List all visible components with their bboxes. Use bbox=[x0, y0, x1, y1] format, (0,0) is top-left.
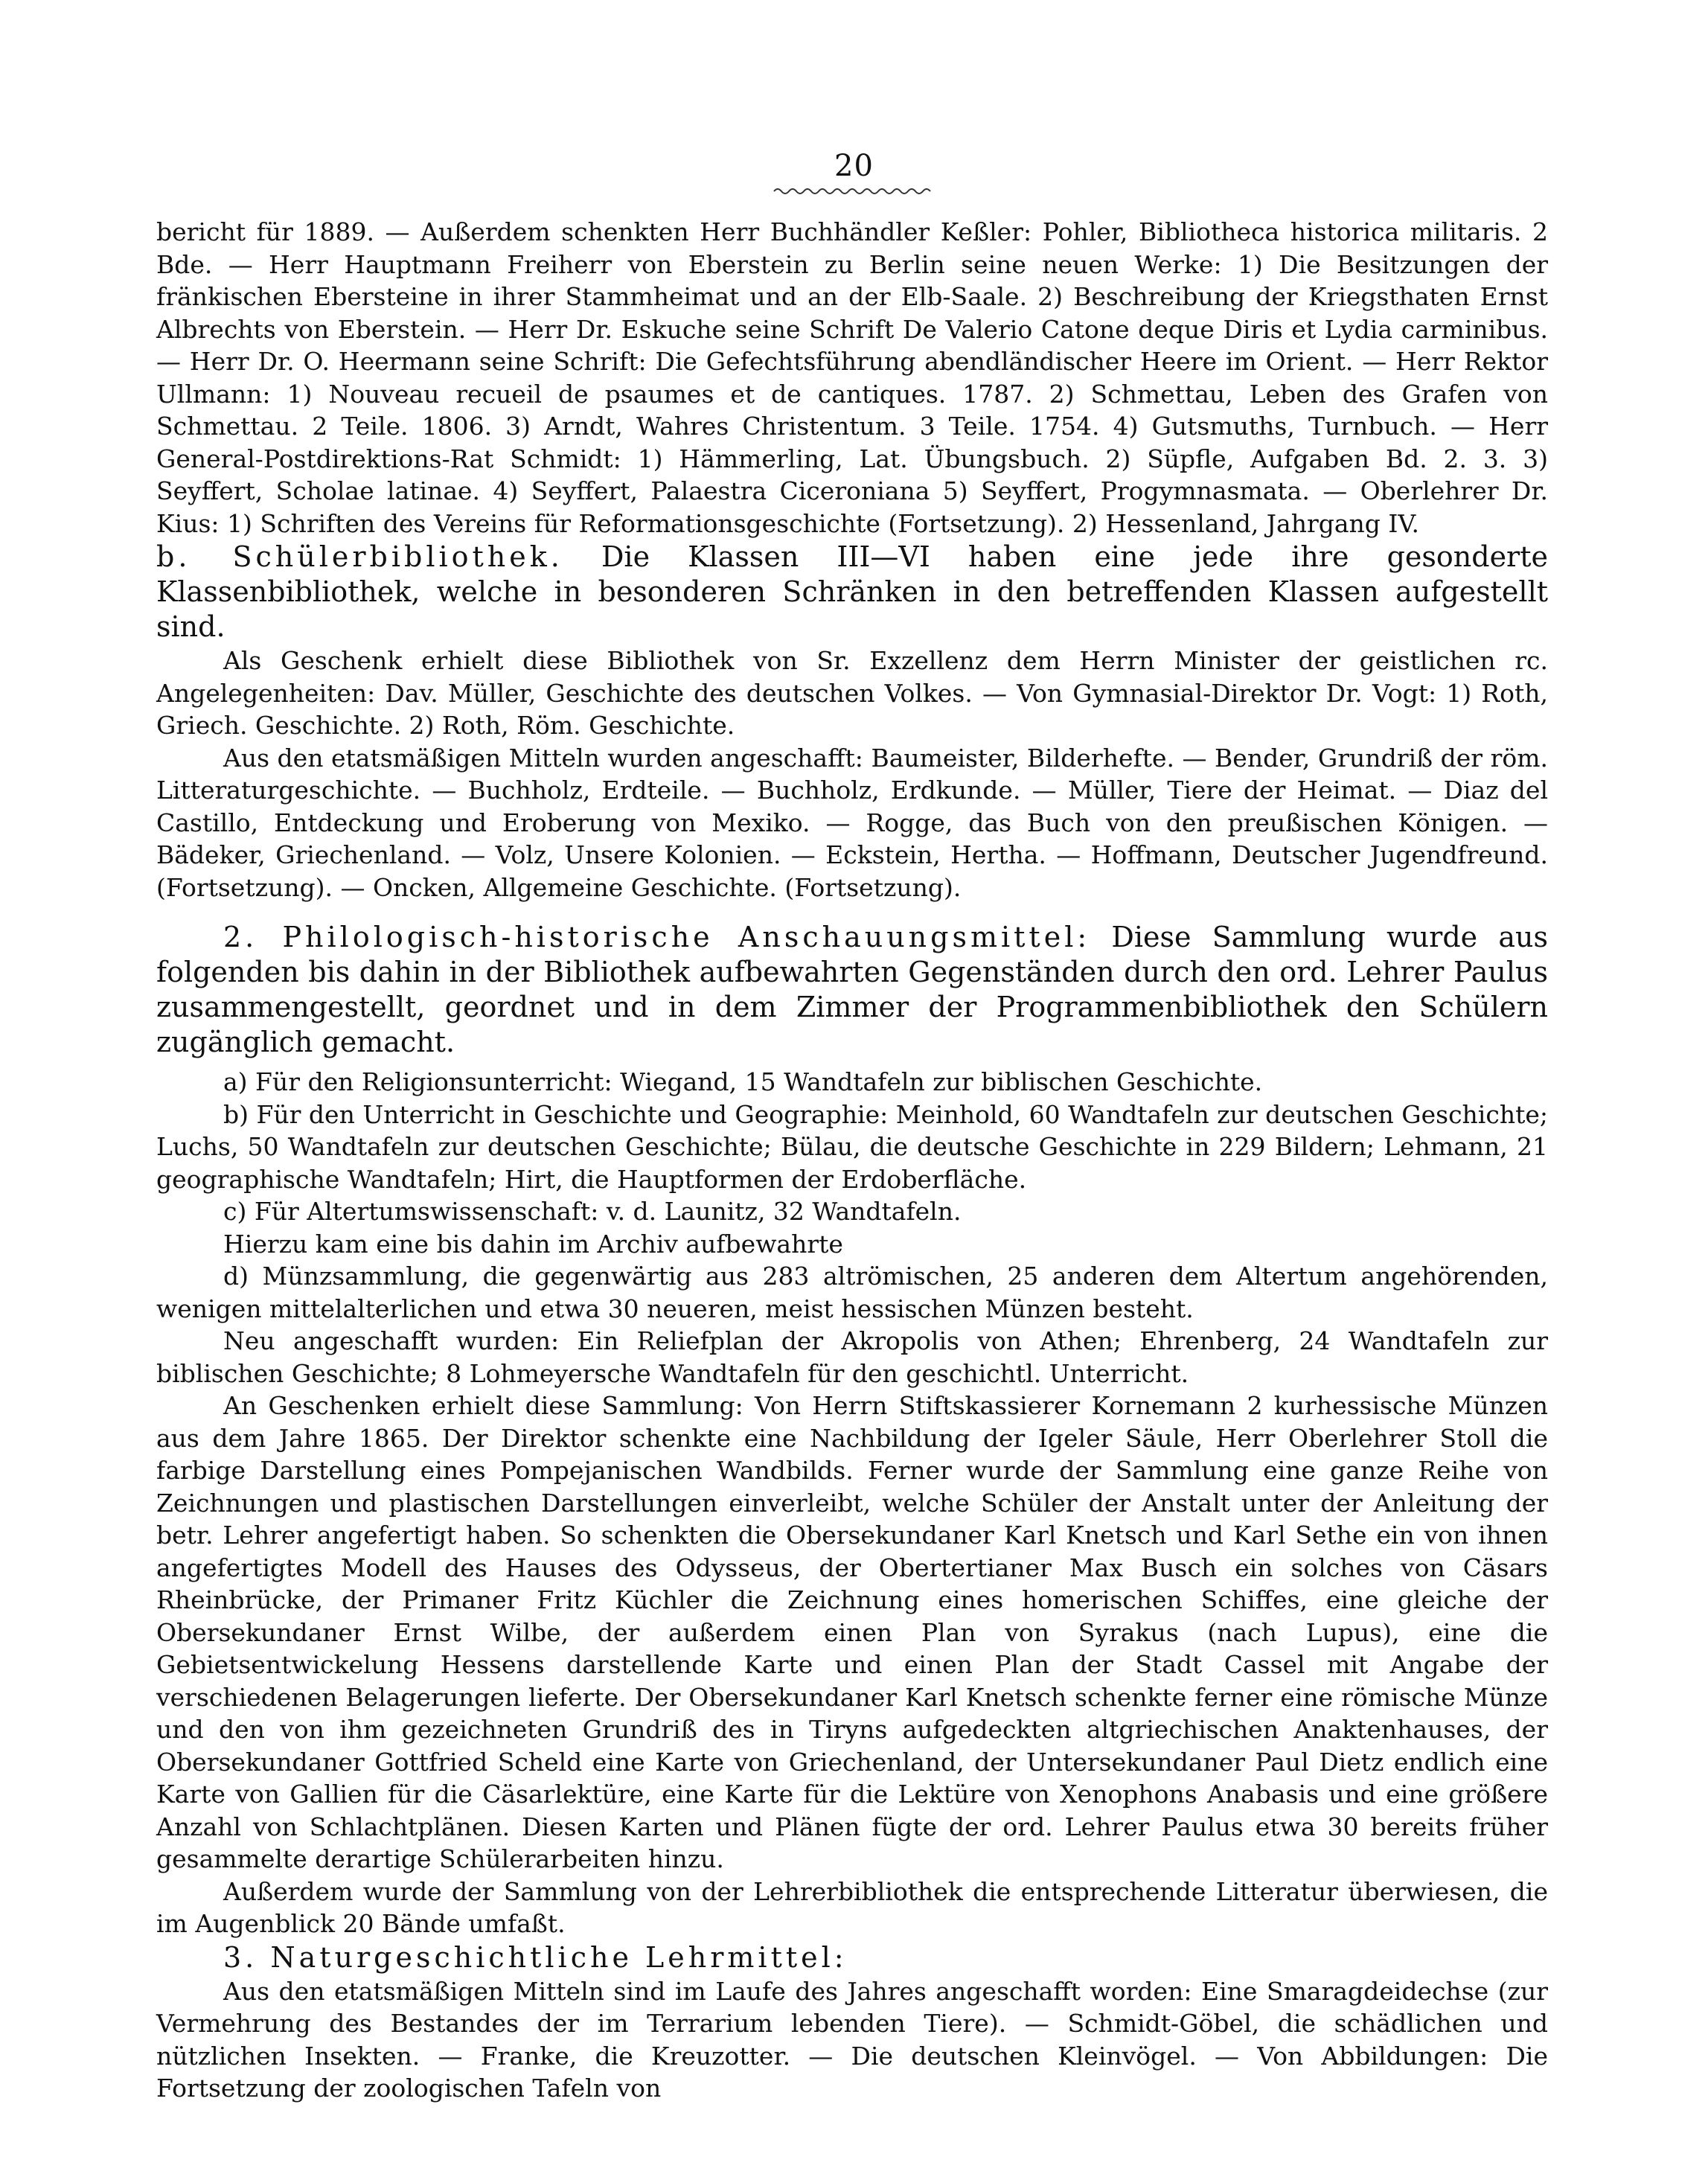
page-header bbox=[0, 149, 1708, 196]
neu-angeschafft-paragraph: Neu angeschafft wurden: Ein Reliefplan der Akropolis von Athen; Ehrenberg, 24 Wandtafeln zur biblischen Geschichte; 8 Lohmeyersche Wandtafeln für den geschichtl. Unterricht. bbox=[156, 1326, 1548, 1388]
lehrerbibliothek-continuation: bericht für 1889. — Außerdem schenkten Herr Buchhändler Keßler: Pohler, Bibliotheca historica militaris. 2 Bde. — Herr Hauptmann Freiherr von Eberstein zu Berlin seine neuen Werke: 1) Die Besitzungen der fränkischen Ebersteine in ihrer Stammheimat und an der Elb-Saale. 2) Beschreibung der Kriegsthaten Ernst Albrechts von Eberstein. — Herr Dr. Eskuche seine Schrift De Valerio Catone deque Diris et Lydia carminibus. — Herr Dr. O. Heermann seine Schrift: Die Gefechtsführung abendländischer Heere im Orient. — Herr Rektor Ullmann: 1) Nouveau recueil de psaumes et de cantiques. 1787. 2) Schmettau, Leben des Grafen von Schmettau. 2 Teile. 1806. 3) Arndt, Wahres Christentum. 3 Teile. 1754. 4) Gutsmuths, Turnbuch. — Herr General-Postdirektions-Rat Schmidt: 1) Hämmerling, Lat. Übungsbuch. 2) Süpfle, Aufgaben Bd. 2. 3. 3) Seyffert, Scholae latinae. 4) Seyffert, Palaestra Ciceroniana 5) Seyffert, Progymnasmata. — Oberlehrer Dr. Kius: 1) Schriften des Vereins für Reformationsgeschichte (Fortsetzung). 2) Hessenland, Jahrgang IV. bbox=[156, 217, 1548, 538]
section-text: Die Klassen III—VI haben eine jede ihre gesonderte Klassenbibliothek, welche in besonderen Schränken in den betreffenden Klassen aufgestellt sind. bbox=[156, 540, 1548, 643]
schuelerbibliothek-paragraph bbox=[156, 540, 1548, 645]
list-item-geschichte: b) Für den Unterricht in Geschichte und Geographie: Meinhold, 60 Wandtafeln zur deutschen Geschichte; Luchs, 50 Wandtafeln zur deutschen Geschichte; Bülau, die deutsche Geschichte in 229 Bildern; Lehmann, 21 geographische Wandtafeln; Hirt, die Hauptformen der Erdoberfläche. bbox=[156, 1099, 1548, 1194]
schuelerbibliothek-gifts: Als Geschenk erhielt diese Bibliothek von Sr. Exzellenz dem Herrn Minister der geistlichen rc. Angelegenheiten: Dav. Müller, Geschichte des deutschen Volkes. — Von Gymnasial-Direktor Dr. Vogt: 1) Roth, Griech. Geschichte. 2) Roth, Röm. Geschichte. bbox=[156, 646, 1548, 740]
list-item-altertum: c) Für Altertumswissenschaft: v. d. Launitz, 32 Wandtafeln. bbox=[223, 1197, 962, 1226]
section-text: Diese Sammlung wurde aus folgenden bis dahin in der Bibliothek aufbewahrten Gegenständen durch den ord. Lehrer Paulus zusammengestellt, geordnet und in dem Zimmer der Programmenbibliothek den Schülern zugänglich gemacht. bbox=[156, 921, 1548, 1058]
page-number: 20 bbox=[834, 149, 874, 183]
naturgeschichte-heading bbox=[156, 1940, 1548, 1975]
wavy-ornament-icon bbox=[773, 186, 936, 196]
section-label: 3. Naturgeschichtliche Lehrmittel: bbox=[223, 1940, 848, 1974]
geschenke-paragraph: An Geschenken erhielt diese Sammlung: Von Herrn Stiftskassierer Kornemann 2 kurhessische Münzen aus dem Jahre 1865. Der Direktor schenkte eine Nachbildung der Igeler Säule, Herr Oberlehrer Stoll die farbige Darstellung eines Pompejanischen Wandbilds. Ferner wurde der Sammlung eine ganze Reihe von Zeichnungen und plastischen Darstellungen einverleibt, welche Schüler der Anstalt unter der Anleitung der betr. Lehrer angefertigt haben. So schenkten die Obersekundaner Karl Knetsch und Karl Sethe ein von ihnen angefertigtes Modell des Hauses des Odysseus, der Obertertianer Max Busch ein solches von Cäsars Rheinbrücke, der Primaner Fritz Küchler die Zeichnung eines homerischen Schiffes, eine gleiche der Obersekundaner Ernst Wilbe, der außerdem einen Plan von Syrakus (nach Lupus), eine die Gebietsentwickelung Hessens darstellende Karte und einen Plan der Stadt Cassel mit Angabe der verschiedenen Belagerungen lieferte. Der Obersekundaner Karl Knetsch schenkte ferner eine römische Münze und den von ihm gezeichneten Grundriß des in Tiryns aufgedeckten altgriechischen Anaktenhauses, der Obersekundaner Gottfried Scheld eine Karte von Griechenland, der Untersekundaner Paul Dietz endlich eine Karte von Gallien für die Cäsarlektüre, eine Karte für die Lektüre von Xenophons Anabasis und eine größere Anzahl von Schlachtplänen. Diesen Karten und Plänen fügte der ord. Lehrer Paulus etwa 30 bereits früher gesammelte derartige Schülerarbeiten hinzu. bbox=[156, 1391, 1548, 1873]
naturgeschichte-paragraph: Aus den etatsmäßigen Mitteln sind im Laufe des Jahres angeschafft worden: Eine Smaragdeidechse (zur Vermehrung des Bestandes der im Terrarium lebenden Tiere). — Schmidt-Göbel, die schädlichen und nützlichen Insekten. — Franke, die Kreuzotter. — Die deutschen Kleinvögel. — Von Abbildungen: Die Fortsetzung der zoologischen Tafeln von bbox=[156, 1976, 1548, 2103]
page-content bbox=[156, 216, 1548, 2105]
list-item-muenzsammlung: d) Münzsammlung, die gegenwärtig aus 283 altrömischen, 25 anderen dem Altertum angehörenden, wenigen mittelalterlichen und etwa 30 neueren, meist hessischen Münzen besteht. bbox=[156, 1262, 1548, 1323]
section-label: b. Schülerbibliothek. bbox=[156, 540, 563, 573]
list-item-religion: a) Für den Religionsunterricht: Wiegand, 15 Wandtafeln zur biblischen Geschichte. bbox=[223, 1067, 1263, 1096]
section-label: 2. Philologisch-historische Anschauungsmittel: bbox=[223, 921, 1091, 953]
anschauungsmittel-paragraph bbox=[156, 920, 1548, 1060]
schuelerbibliothek-purchases: Aus den etatsmäßigen Mitteln wurden angeschafft: Baumeister, Bilderhefte. — Bender, Grundriß der röm. Litteraturgeschichte. — Buchholz, Erdteile. — Buchholz, Erdkunde. — Müller, Tiere der Heimat. — Diaz del Castillo, Entdeckung und Eroberung von Mexiko. — Rogge, das Buch von den preußischen Königen. — Bädeker, Griechenland. — Volz, Unsere Kolonien. — Eckstein, Hertha. — Hoffmann, Deutscher Jugendfreund. (Fortsetzung). — Oncken, Allgemeine Geschichte. (Fortsetzung). bbox=[156, 743, 1548, 902]
archiv-note: Hierzu kam eine bis dahin im Archiv aufbewahrte bbox=[223, 1229, 843, 1259]
litteratur-paragraph: Außerdem wurde der Sammlung von der Lehrerbibliothek die entsprechende Litteratur überwiesen, die im Augenblick 20 Bände umfaßt. bbox=[156, 1876, 1548, 1938]
